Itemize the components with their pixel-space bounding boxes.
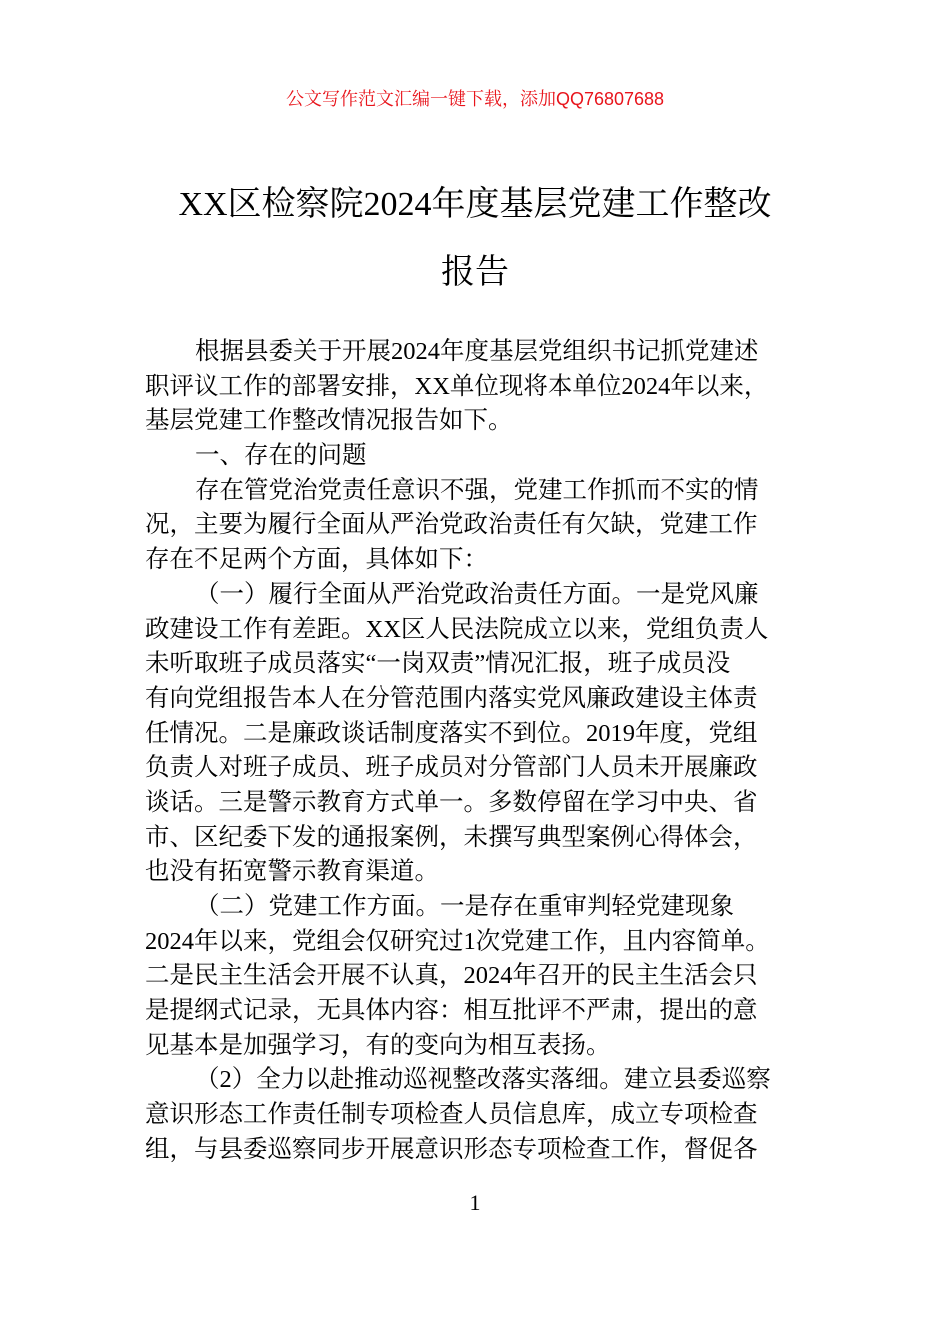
text-line: 任情况。二是廉政谈话制度落实不到位。2019年度，党组: [145, 719, 758, 747]
paragraph: [145, 439, 845, 474]
document-title-line-2: 报告: [441, 254, 509, 291]
paragraph: [145, 578, 845, 890]
text-line: 职评议工作的部署安排，XX单位现将本单位2024年以来，: [145, 372, 769, 400]
text-line: （2）全力以赴推动巡视整改落实落细。建立县委巡察: [195, 1066, 771, 1094]
text-line: （一）履行全面从严治党政治责任方面。一是党风廉: [195, 580, 759, 608]
text-line: 2024年以来，党组会仅研究过1次党建工作，且内容简单。: [145, 927, 770, 955]
page-number: 1: [469, 1190, 481, 1215]
text-line: 是提纲式记录，无具体内容：相互批评不严肃，提出的意: [145, 997, 758, 1025]
text-line: 二是民主生活会开展不认真，2024年召开的民主生活会只: [145, 962, 758, 990]
text-line: 存在不足两个方面，具体如下：: [145, 546, 488, 574]
text-line: 未听取班子成员落实“一岗双责”情况汇报，班子成员没: [145, 650, 731, 678]
paragraph: [145, 1063, 845, 1167]
paragraph: [145, 474, 845, 578]
text-line: 存在管党治党责任意识不强，党建工作抓而不实的情: [195, 476, 759, 504]
text-line: 政建设工作有差距。XX区人民法院成立以来，党组负责人: [145, 615, 769, 643]
text-line: 市、区纪委下发的通报案例，未撰写典型案例心得体会，: [145, 823, 758, 851]
text-line: 一、存在的问题: [195, 442, 367, 470]
text-line: 有向党组报告本人在分管范围内落实党风廉政建设主体责: [145, 684, 758, 712]
text-line: 也没有拓宽警示教育渠道。: [145, 858, 439, 886]
text-line: 组，与县委巡察同步开展意识形态专项检查工作，督促各: [145, 1135, 758, 1163]
document-body: [145, 335, 845, 1168]
promo-header: 公文写作范文汇编一键下载，添加QQ76807688: [285, 89, 665, 109]
paragraph: [145, 890, 845, 1063]
text-line: 负责人对班子成员、班子成员对分管部门人员未开展廉政: [145, 754, 758, 782]
text-line: 谈话。三是警示教育方式单一。多数停留在学习中央、省: [145, 788, 758, 816]
text-line: 见基本是加强学习，有的变向为相互表扬。: [145, 1031, 611, 1059]
document-title-line-1: XX区检察院2024年度基层党建工作整改: [178, 186, 772, 223]
text-line: （二）党建工作方面。一是存在重审判轻党建现象: [195, 893, 734, 920]
text-line: 意识形态工作责任制专项检查人员信息库，成立专项检查: [145, 1101, 758, 1129]
paragraph: [145, 335, 845, 439]
text-line: 基层党建工作整改情况报告如下。: [145, 407, 513, 435]
text-line: 根据县委关于开展2024年度基层党组织书记抓党建述: [195, 338, 759, 365]
text-line: 况，主要为履行全面从严治党政治责任有欠缺，党建工作: [145, 511, 758, 539]
